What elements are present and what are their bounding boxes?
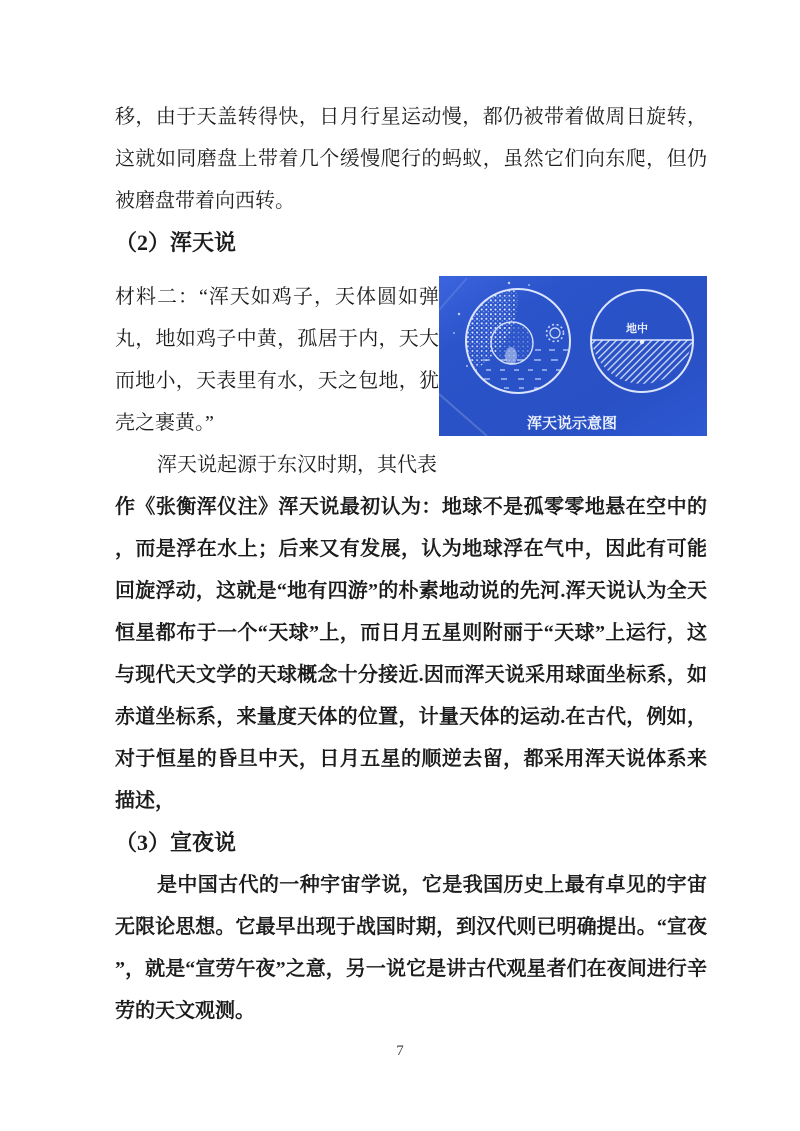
earth-center-dot	[640, 340, 644, 344]
huntian-figure-row	[115, 276, 707, 486]
material-quote: 材料二：“浑天如鸡子，天体圆如弹丸，地如鸡子中黄，孤居于内，天大而地小，天表里有水，天之包地，犹壳之裹黄。”	[115, 286, 439, 434]
paragraph-gaitian-continuation: 移，由于天盖转得快，日月行星运动慢，都仍被带着做周日旋转，这就如同磨盘上带着几个缓慢爬行的蚂蚁，虽然它们向东爬，但仍被磨盘带着向西转。	[115, 106, 707, 212]
huntian-diagram-image	[439, 276, 707, 436]
paragraph-huntian-main: 作《张衡浑仪注》浑天说最初认为：地球不是孤零零地悬在空中的，而是浮在水上；后来又有发展，认为地球浮在气中，因此有可能回旋浮动，这就是“地有四游”的朴素地动说的先河.浑天说认为全天恒星都布于一个“天球”上，而日月五星则附丽于“天球”上运行，这与现代天文学的天球概念十分接近.因而浑天说采用球面坐标系，如赤道坐标系，来量度天体的位置，计量天体的运动.在古代，例如，对于恒星的昏旦中天，日月五星的顺逆去留，都采用浑天说体系来描述，	[115, 496, 707, 812]
figure-left-column	[115, 276, 439, 486]
paragraph-xuanye: 是中国古代的一种宇宙学说，它是我国历史上最有卓见的宇宙无限论思想。它最早出现于战国时期，到汉代则已明确提出。“宣夜”，就是“宣劳午夜”之意，另一说它是讲古代观星者们在夜间进行辛劳的天文观测。	[115, 874, 707, 1022]
huntian-diagram-svg	[439, 276, 707, 436]
page-number: 7	[396, 1043, 404, 1059]
earth-center-label: 地中	[626, 323, 648, 335]
figure-caption: 浑天说示意图	[526, 415, 618, 432]
page-content	[115, 96, 707, 1032]
section-heading-huntian: （2）浑天说	[115, 230, 237, 255]
huntian-intro-line: 浑天说起源于东汉时期，其代表	[157, 454, 437, 476]
section-heading-xuanye: （3）宣夜说	[115, 830, 237, 855]
